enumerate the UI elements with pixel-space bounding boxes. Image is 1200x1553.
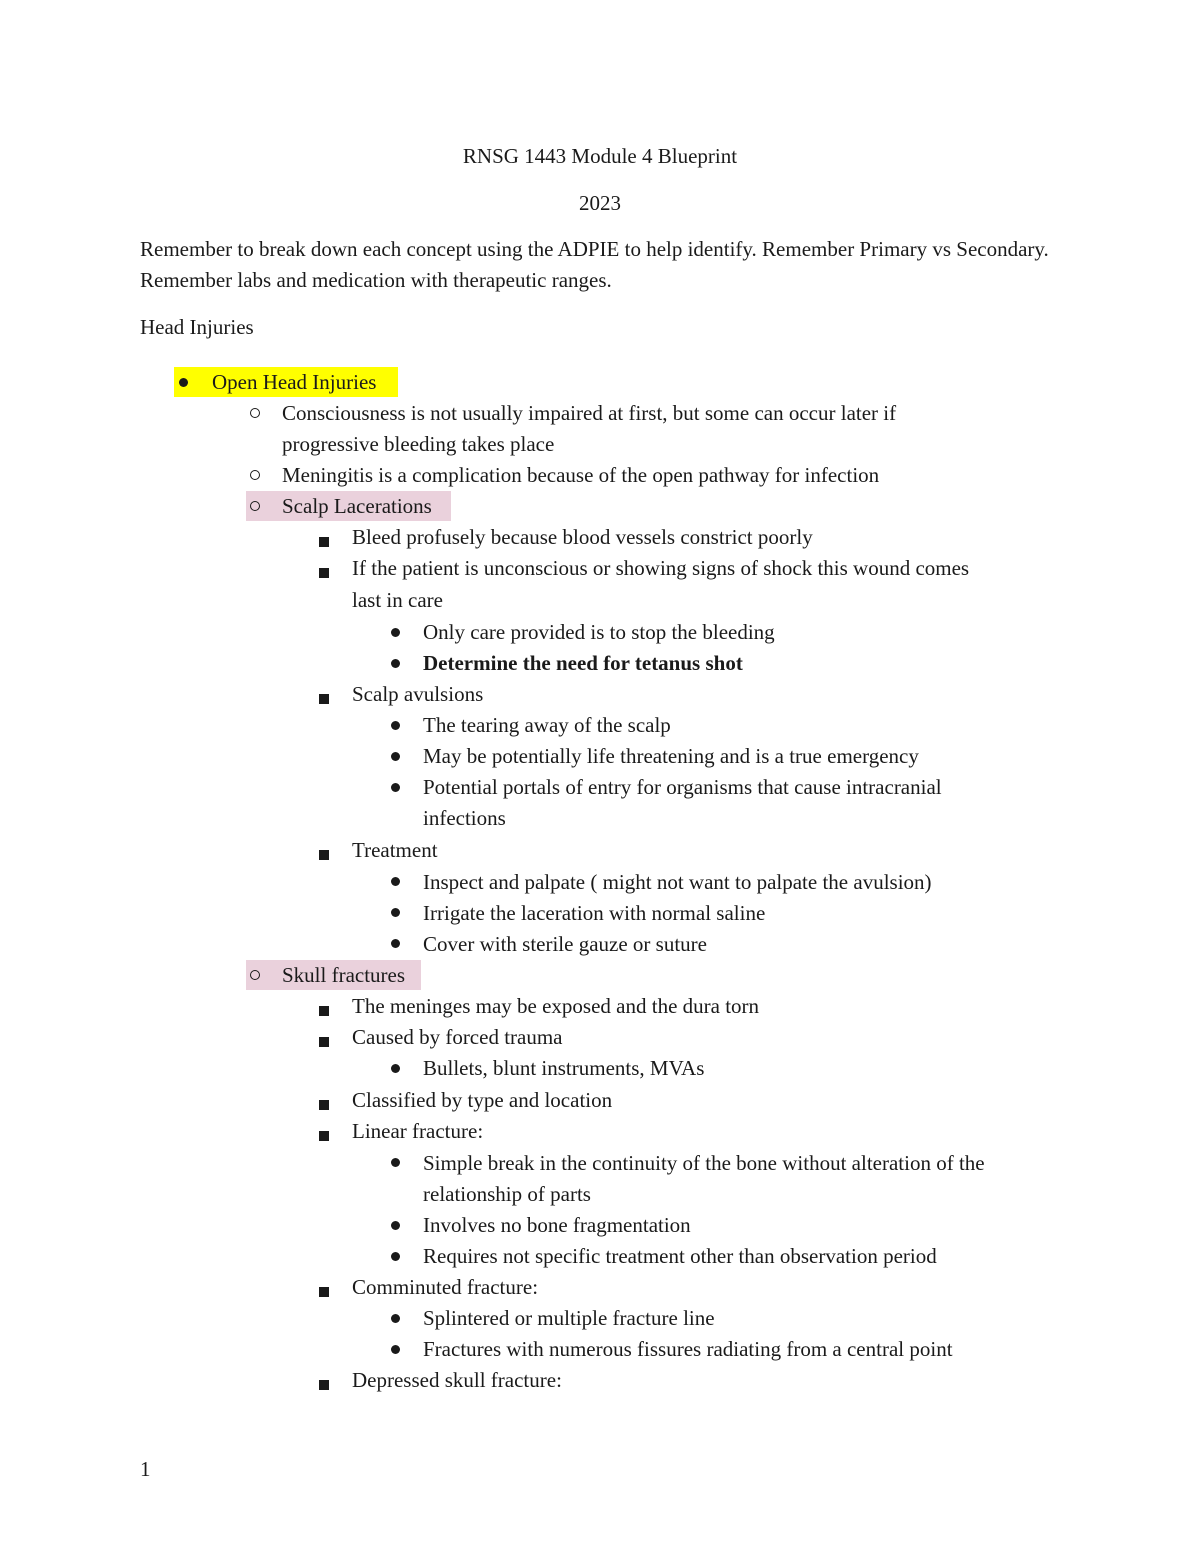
list-item-skull-fractures: Skull fractures <box>282 963 406 987</box>
bullet-dot-icon <box>391 1314 400 1323</box>
bullet-square-icon <box>319 1037 329 1047</box>
bullet-dot-icon <box>391 783 400 792</box>
bullet-circle-icon <box>250 408 260 418</box>
list-item-simple-break: Simple break in the continuity of the bone without alteration of the <box>423 1151 985 1175</box>
bullet-dot-icon <box>391 721 400 730</box>
list-item-only-care: Only care provided is to stop the bleeding <box>423 620 775 644</box>
bullet-dot-icon <box>391 1252 400 1261</box>
bullet-dot-icon <box>391 1158 400 1167</box>
list-item-unconscious-cont: last in care <box>352 588 443 612</box>
bullet-dot-icon <box>391 1345 400 1354</box>
list-item-meningitis: Meningitis is a complication because of the open pathway for infection <box>282 463 880 487</box>
document-title: RNSG 1443 Module 4 Blueprint <box>462 144 738 168</box>
bullet-circle-icon <box>250 501 260 511</box>
bullet-dot-icon <box>391 752 400 761</box>
list-item-splintered: Splintered or multiple fracture line <box>423 1306 715 1330</box>
list-item-comminuted: Comminuted fracture: <box>352 1275 539 1299</box>
list-item-unconscious: If the patient is unconscious or showing signs of shock this wound comes <box>352 556 970 580</box>
list-item-fissures: Fractures with numerous fissures radiating from a central point <box>423 1337 953 1361</box>
bullet-dot-icon <box>179 378 188 387</box>
list-item-classified: Classified by type and location <box>352 1088 613 1112</box>
list-item-consciousness-cont: progressive bleeding takes place <box>282 432 555 456</box>
list-item-forced-trauma: Caused by forced trauma <box>352 1025 563 1049</box>
bullet-dot-icon <box>391 1221 400 1230</box>
bullet-square-icon <box>319 1287 329 1297</box>
intro-paragraph: Remember to break down each concept using the ADPIE to help identify. Remember Primary vs Secondary. Remember labs and medication with therapeutic ranges. <box>140 237 1049 292</box>
bullet-square-icon <box>319 1100 329 1110</box>
list-item-life-threatening: May be potentially life threatening and is a true emergency <box>423 744 919 768</box>
list-item-no-fragment: Involves no bone fragmentation <box>423 1213 691 1237</box>
list-item-portals: Potential portals of entry for organisms that cause intracranial <box>423 775 942 799</box>
bullet-square-icon <box>319 568 329 578</box>
list-item-meninges: The meninges may be exposed and the dura torn <box>352 994 760 1018</box>
bullet-dot-icon <box>391 877 400 886</box>
list-item-requires-not: Requires not specific treatment other than observation period <box>423 1244 937 1268</box>
bullet-dot-icon <box>391 659 400 668</box>
bullet-dot-icon <box>391 1064 400 1073</box>
bullet-square-icon <box>319 1006 329 1016</box>
list-item-portals-cont: infections <box>423 806 506 830</box>
document-year: 2023 <box>579 191 621 215</box>
page-number: 1 <box>140 1457 151 1481</box>
list-item-treatment: Treatment <box>352 838 438 862</box>
list-item-consciousness: Consciousness is not usually impaired at first, but some can occur later if <box>282 401 897 425</box>
list-item-bleed: Bleed profusely because blood vessels constrict poorly <box>352 525 813 549</box>
bullet-square-icon <box>319 537 329 547</box>
bullet-square-icon <box>319 694 329 704</box>
section-heading: Head Injuries <box>140 315 254 339</box>
list-item-scalp-avulsions: Scalp avulsions <box>352 682 484 706</box>
list-item-bullets: Bullets, blunt instruments, MVAs <box>423 1056 705 1080</box>
list-item-irrigate: Irrigate the laceration with normal saline <box>423 901 766 925</box>
list-item-scalp-lacerations: Scalp Lacerations <box>282 494 432 518</box>
list-item-inspect: Inspect and palpate ( might not want to palpate the avulsion) <box>423 870 932 894</box>
bullet-square-icon <box>319 850 329 860</box>
list-item-cover: Cover with sterile gauze or suture <box>423 932 707 956</box>
bullet-dot-icon <box>391 628 400 637</box>
bullet-circle-icon <box>250 970 260 980</box>
bullet-dot-icon <box>391 908 400 917</box>
bullet-square-icon <box>319 1380 329 1390</box>
list-item-open-head: Open Head Injuries <box>212 370 377 394</box>
bullet-square-icon <box>319 1131 329 1141</box>
list-item-linear: Linear fracture: <box>352 1119 484 1143</box>
bullet-dot-icon <box>391 939 400 948</box>
list-item-tetanus: Determine the need for tetanus shot <box>423 651 743 675</box>
list-item-tearing: The tearing away of the scalp <box>423 713 671 737</box>
bullet-circle-icon <box>250 470 260 480</box>
list-item-simple-break-cont: relationship of parts <box>423 1182 591 1206</box>
list-item-depressed: Depressed skull fracture: <box>352 1368 562 1392</box>
